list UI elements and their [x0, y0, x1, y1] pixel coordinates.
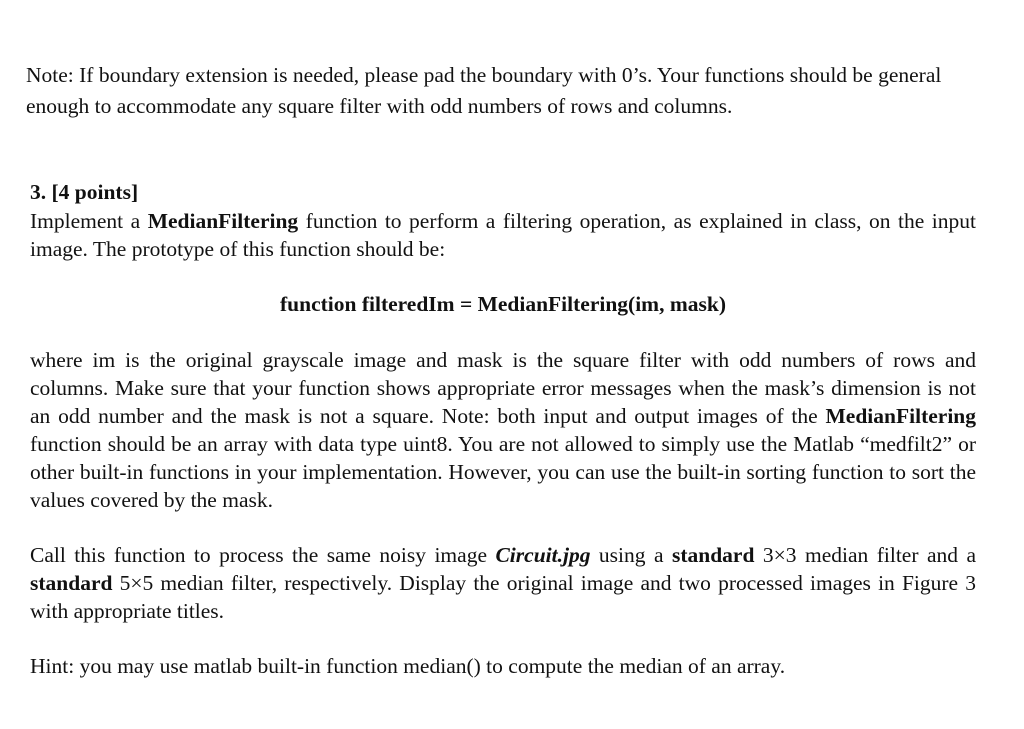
question-intro: [30, 207, 976, 263]
call-text-part4: 5×5 median filter, respectively. Display the original image and two processed images in Figure 3 with appropriate titles.: [30, 571, 976, 623]
call-text-part1: Call this function to process the same noisy image: [30, 543, 496, 567]
function-prototype: function filteredIm = MedianFiltering(im, mask): [280, 292, 726, 316]
call-text-part3: 3×3 median filter and a: [754, 543, 976, 567]
call-text-part2: using a: [590, 543, 672, 567]
boundary-note: Note: If boundary extension is needed, please pad the boundary with 0’s. Your functions should be general enough to accommodate any square filter with odd numbers of rows and columns.: [26, 63, 942, 118]
desc-text-part2: function should be an array with data type uint8. You are not allowed to simply use the Matlab “medfilt2” or other built-in functions in your implementation. However, you can use the built-in sorting function to sort the values covered by the mask.: [30, 432, 976, 512]
call-image-name: Circuit.jpg: [495, 543, 591, 567]
call-standard-5x5: standard: [30, 571, 113, 595]
intro-function-name: MedianFiltering: [147, 209, 299, 233]
desc-function-name: MedianFiltering: [825, 404, 976, 428]
intro-text-pre: Implement a: [30, 209, 148, 233]
desc-text-part1: where im is the original grayscale image and mask is the square filter with odd numbers of rows and columns. Make sure that your function shows appropriate error messages when the mask’s dimension is not an odd number and the mask is not a square. Note: both input and output images of the: [30, 348, 976, 428]
call-instructions: [30, 541, 976, 625]
hint-text: Hint: you may use matlab built-in function median() to compute the median of an array.: [30, 654, 786, 678]
question-heading: 3. [4 points]: [30, 180, 139, 204]
call-standard-3x3: standard: [671, 543, 755, 567]
intro-text-post: function to perform a filtering operation, as explained in class, on the input image. The prototype of this function should be:: [30, 209, 976, 261]
function-description: [30, 346, 976, 514]
